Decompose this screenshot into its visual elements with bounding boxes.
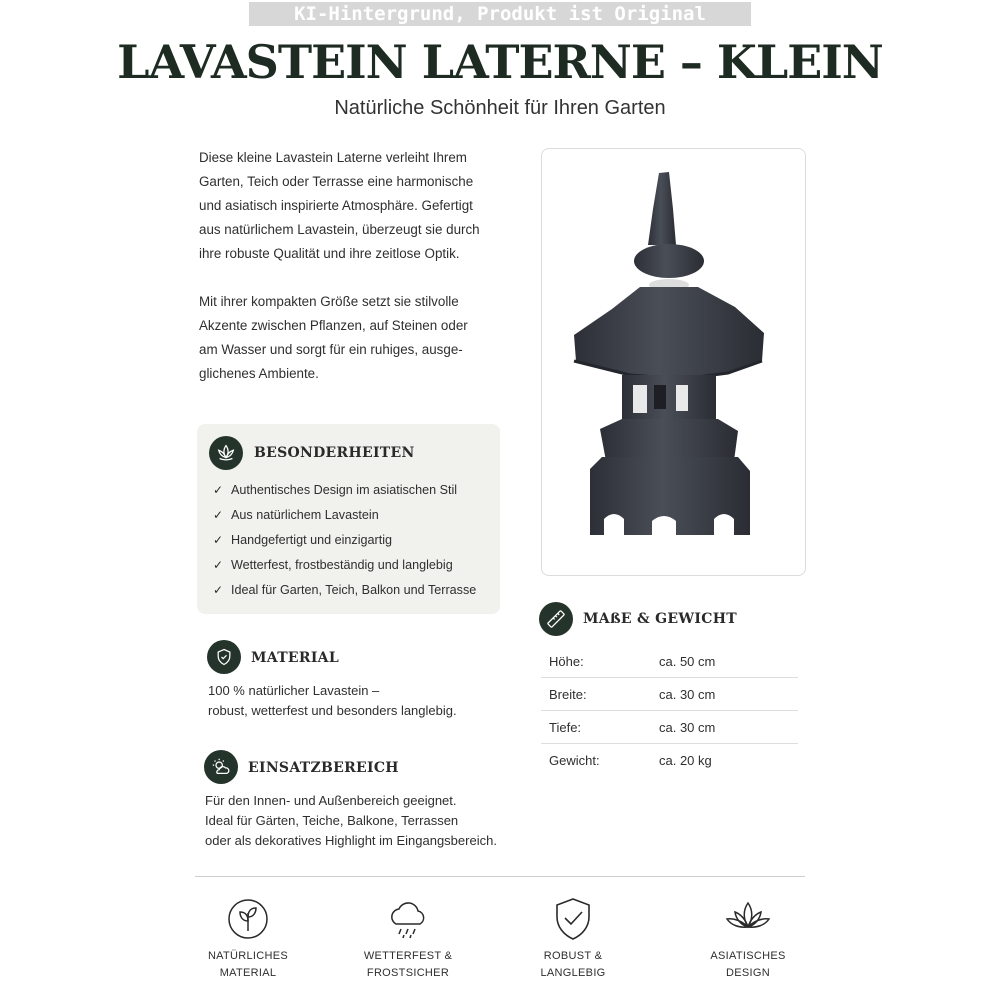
- feature-text: Ideal für Garten, Teich, Balkon und Terrasse: [231, 583, 477, 597]
- page-subtitle: Natürliche Schönheit für Ihren Garten: [334, 97, 666, 119]
- watermark-banner: KI-Hintergrund, Produkt ist Original: [249, 2, 751, 26]
- table-row: [541, 744, 798, 777]
- feature-text: Authentisches Design im asiatischen Stil: [231, 483, 458, 497]
- lotus-icon: [209, 436, 243, 470]
- intro-text: [199, 146, 499, 410]
- intro-line: Garten, Teich oder Terrasse eine harmonische: [199, 174, 474, 189]
- lotus-icon: [678, 892, 818, 946]
- product-photo: [541, 148, 806, 576]
- features-list: [213, 478, 476, 603]
- intro-paragraph-2: [199, 290, 499, 386]
- usage-title: EINSATZBEREICH: [248, 760, 399, 776]
- list-item: [213, 478, 476, 503]
- intro-line: Diese kleine Lavastein Laterne verleiht Ihrem: [199, 150, 467, 165]
- benefit-label: MATERIAL: [219, 967, 277, 979]
- feature-text: Handgefertigt und einzigartig: [231, 533, 393, 547]
- intro-line: ihre robuste Qualität und ihre zeitlose Optik.: [199, 246, 460, 261]
- leaf-circle-icon: [178, 892, 318, 946]
- material-line: robust, wetterfest und besonders langlebig.: [208, 703, 457, 718]
- list-item: [213, 503, 476, 528]
- material-text: [208, 681, 457, 721]
- benefit-asian-design: [678, 892, 818, 982]
- benefit-label: NATÜRLICHES: [207, 950, 289, 962]
- check-icon: ✓: [213, 533, 224, 547]
- measure-label: Breite:: [541, 678, 659, 711]
- measure-label: Tiefe:: [541, 711, 659, 744]
- page-title: LAVASTEIN LATERNE – KLEIN: [117, 35, 883, 89]
- measurements-table: [541, 645, 798, 776]
- check-icon: ✓: [213, 508, 224, 522]
- usage-text: [205, 791, 497, 851]
- list-item: [213, 553, 476, 578]
- table-row: [541, 711, 798, 744]
- measure-value: ca. 30 cm: [659, 711, 798, 744]
- benefit-robust: [503, 892, 643, 982]
- measurements-title: MAßE & GEWICHT: [583, 611, 737, 627]
- rain-cloud-icon: [338, 892, 478, 946]
- intro-line: am Wasser und sorgt für ein ruhiges, ausge-: [199, 342, 463, 357]
- benefit-label: ROBUST &: [543, 950, 603, 962]
- benefit-label: DESIGN: [726, 967, 770, 979]
- benefit-label: FROSTSICHER: [366, 967, 450, 979]
- features-title: BESONDERHEITEN: [254, 445, 415, 461]
- features-panel: [197, 424, 500, 614]
- table-row: [541, 678, 798, 711]
- intro-line: glichenes Ambiente.: [199, 366, 319, 381]
- shield-icon: [207, 640, 241, 674]
- intro-line: und asiatisch inspirierte Atmosphäre. Gefertigt: [199, 198, 473, 213]
- material-line: 100 % natürlicher Lavastein –: [208, 683, 380, 698]
- measure-label: Gewicht:: [549, 752, 600, 768]
- measure-label: Höhe:: [541, 645, 659, 678]
- section-divider: [195, 876, 805, 877]
- ruler-icon: [539, 602, 573, 636]
- usage-line: oder als dekoratives Highlight im Eingangsbereich.: [205, 833, 497, 848]
- benefit-label: WETTERFEST &: [363, 950, 453, 962]
- intro-paragraph-1: [199, 146, 499, 266]
- sun-cloud-icon: [204, 750, 238, 784]
- benefit-label: LANGLEBIG: [540, 967, 606, 979]
- benefit-natural-material: [178, 892, 318, 982]
- check-icon: ✓: [213, 483, 224, 497]
- benefit-label: ASIATISCHES: [710, 950, 786, 962]
- shield-check-icon: [503, 892, 643, 946]
- check-icon: ✓: [213, 583, 224, 597]
- measure-value: ca. 50 cm: [659, 645, 798, 678]
- usage-line: Für den Innen- und Außenbereich geeignet.: [205, 793, 457, 808]
- intro-line: Mit ihrer kompakten Größe setzt sie stilvolle: [199, 294, 459, 309]
- benefit-weatherproof: [338, 892, 478, 982]
- intro-line: Akzente zwischen Pflanzen, auf Steinen oder: [199, 318, 468, 333]
- check-icon: ✓: [213, 558, 224, 572]
- list-item: [213, 528, 476, 553]
- list-item: [213, 578, 476, 603]
- usage-line: Ideal für Gärten, Teiche, Balkone, Terrassen: [205, 813, 459, 828]
- measure-value: ca. 20 kg: [659, 752, 712, 768]
- feature-text: Aus natürlichem Lavastein: [231, 508, 379, 522]
- feature-text: Wetterfest, frostbeständig und langlebig: [231, 558, 453, 572]
- measure-value: ca. 30 cm: [659, 678, 798, 711]
- intro-line: aus natürlichem Lavastein, überzeugt sie durch: [199, 222, 480, 237]
- lantern-image: [542, 149, 805, 575]
- table-row: [541, 645, 798, 678]
- material-title: MATERIAL: [251, 650, 339, 666]
